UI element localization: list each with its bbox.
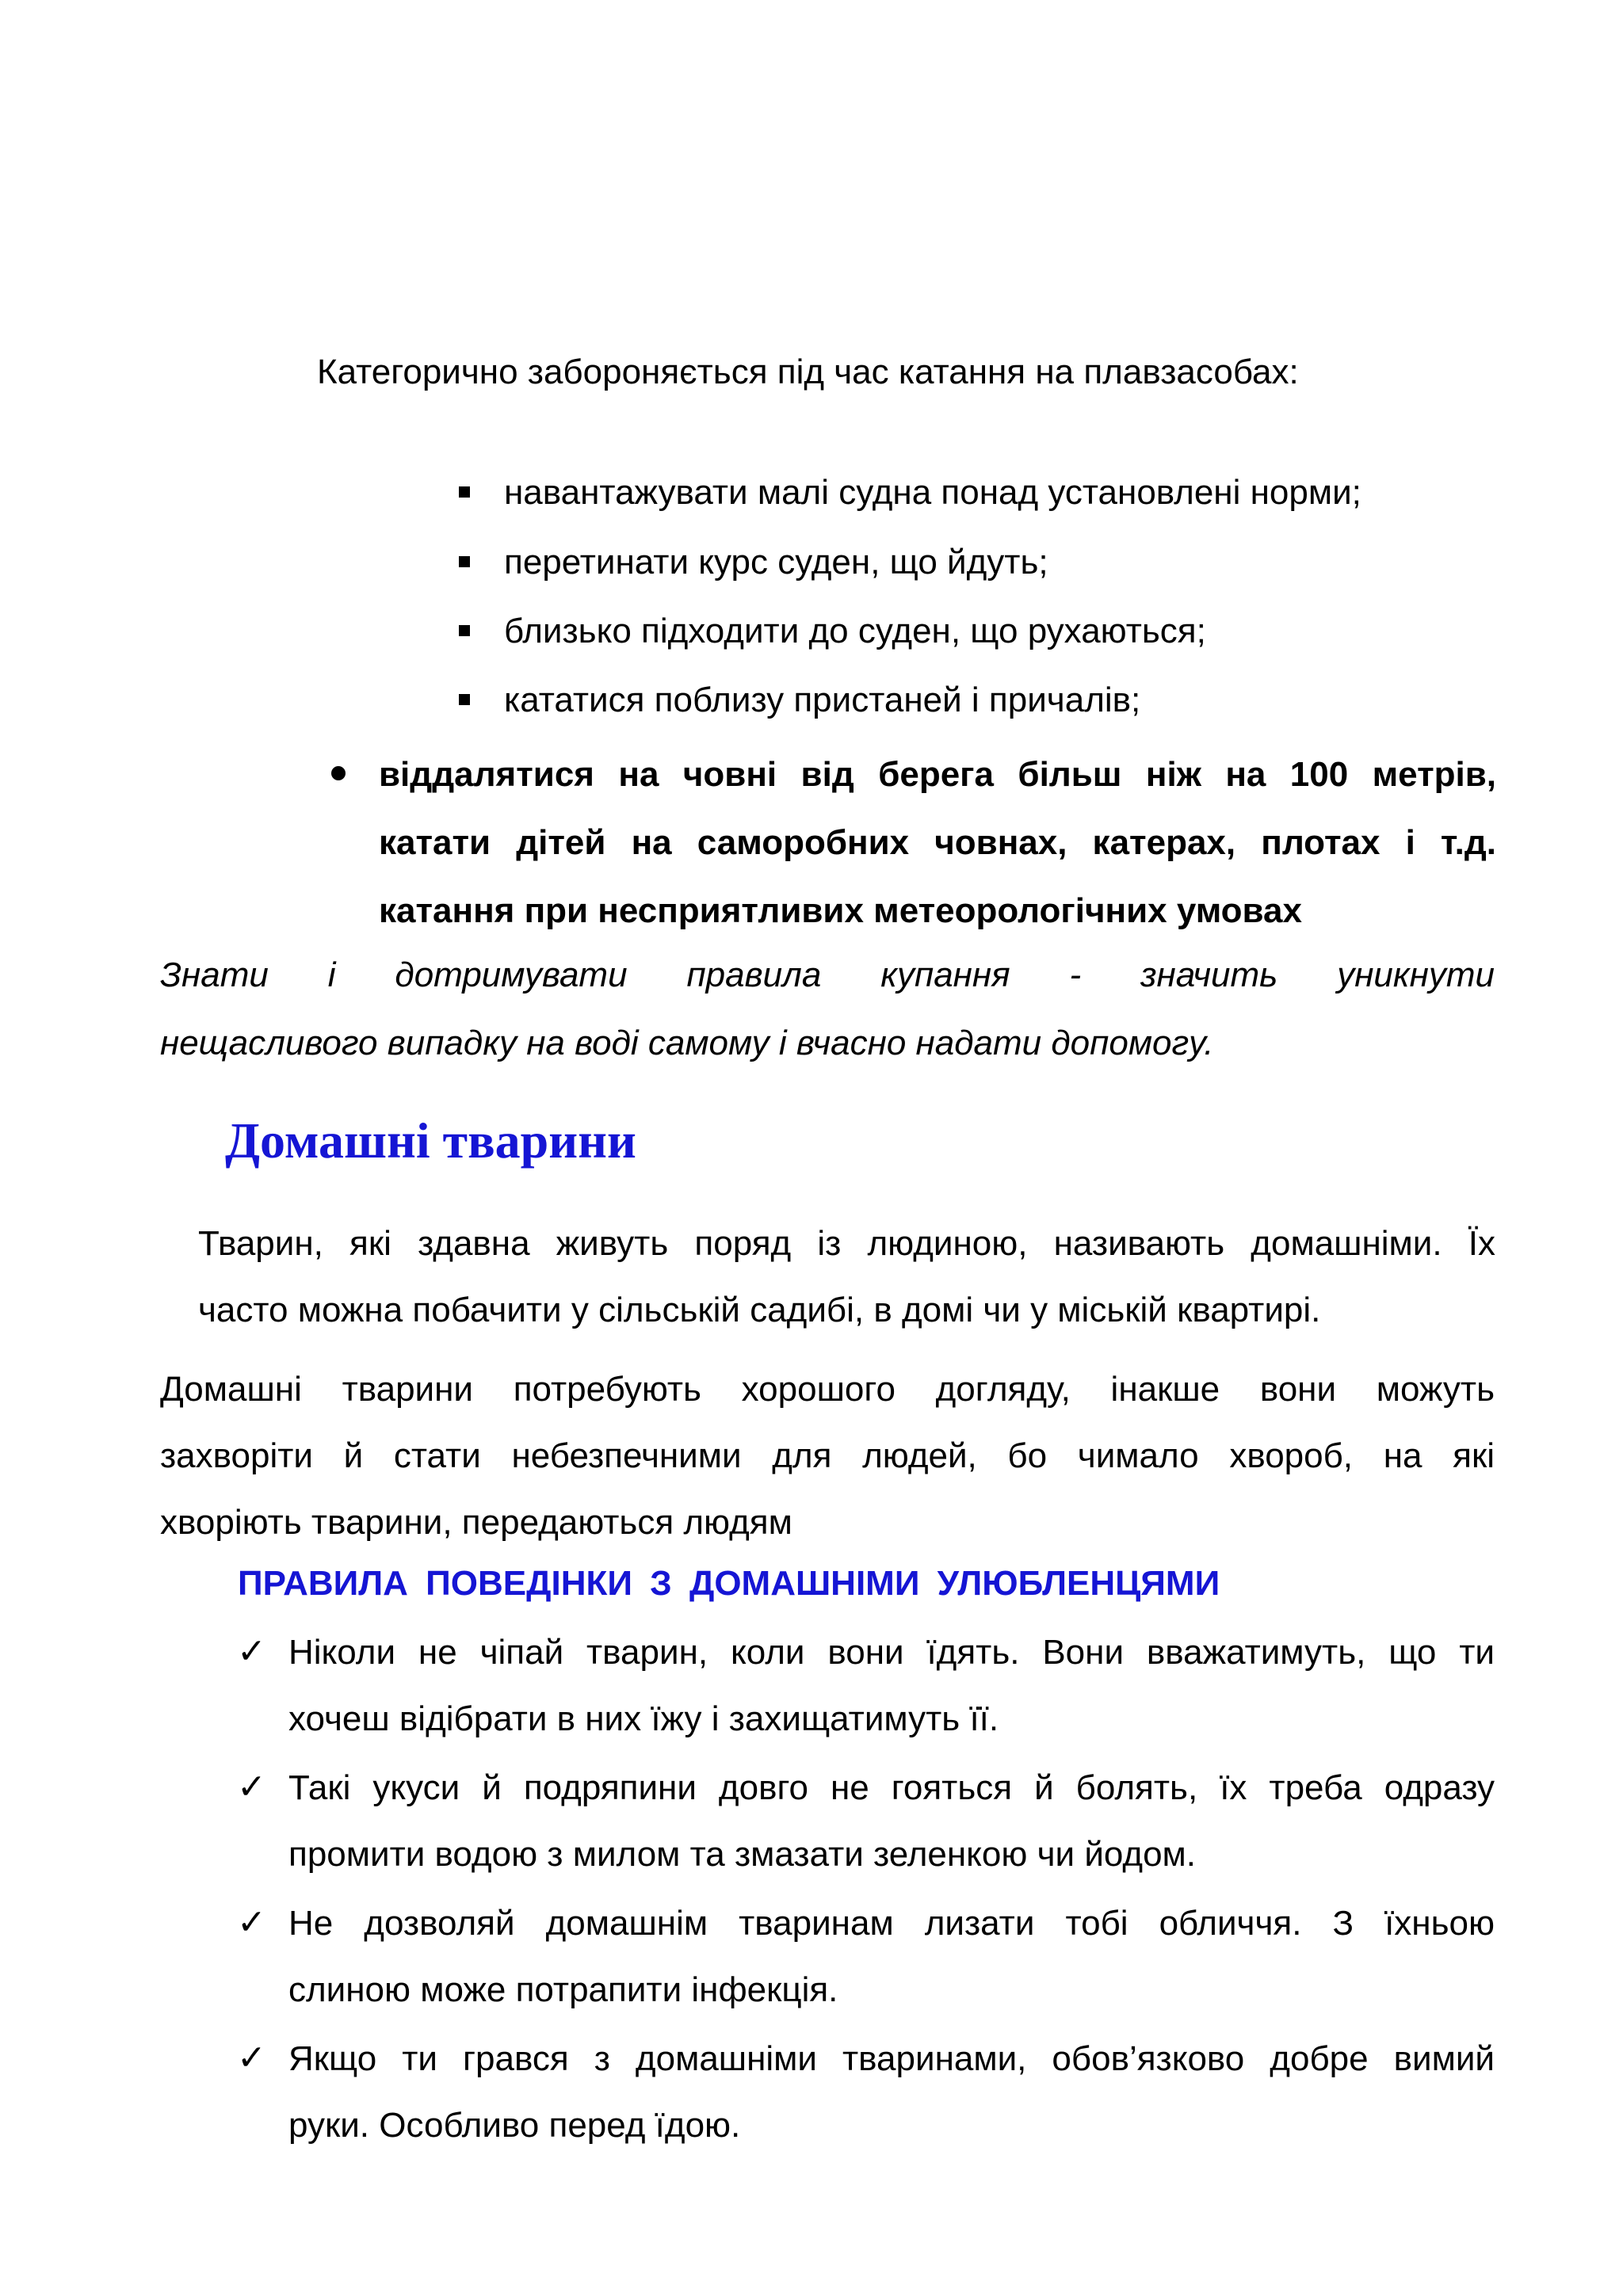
rule-line: промити водою з милом та змазати зеленкою чи йодом. [288, 1835, 1197, 1874]
rule-line: слиною може потрапити інфекція. [288, 1970, 838, 2009]
rule-line: Якщо ти грався з домашніми тваринами, обов’язково добре вимий [288, 2039, 1495, 2078]
bold-item-line: катання при несприятливих метеорологічних умовах [379, 891, 1302, 930]
checkmark-icon: ✓ [237, 1768, 266, 1806]
paragraph-line: часто можна побачити у сільській садибі, в домі чи у міській квартирі. [198, 1291, 1321, 1329]
checkmark-icon: ✓ [237, 1632, 266, 1671]
paragraph-line: захворіти й стати небезпечними для людей, бо чимало хвороб, на які [160, 1436, 1495, 1475]
paragraph-line: Домашні тварини потребують хорошого догляду, інакше вони можуть [160, 1370, 1495, 1409]
paragraph-line: Тварин, які здавна живуть поряд із людиною, називають домашніми. Їх [198, 1224, 1495, 1263]
list-item-text: навантажувати малі судна понад установлені норми; [504, 473, 1361, 512]
square-bullet-icon [459, 625, 470, 636]
square-bullet-icon [459, 694, 470, 705]
paragraph-line: хворіють тварини, передаються людям [160, 1503, 792, 1542]
checkmark-icon: ✓ [237, 1903, 266, 1942]
square-bullet-icon [459, 556, 470, 567]
rule-line: Ніколи не чіпай тварин, коли вони їдять. Вони вважатимуть, що ти [288, 1633, 1495, 1672]
rules-title: ПРАВИЛА ПОВЕДІНКИ З ДОМАШНІМИ УЛЮБЛЕНЦЯМИ [238, 1564, 1220, 1603]
bold-item-line: катати дітей на саморобних човнах, катерах, плотах і т.д. [379, 823, 1496, 862]
rule-line: Не дозволяй домашнім тваринам лизати тобі обличчя. З їхньою [288, 1904, 1495, 1943]
section-title: Домашні тварини [225, 1112, 636, 1169]
rule-line: руки. Особливо перед їдою. [288, 2106, 741, 2145]
bold-item-line: віддалятися на човні від берега більш ніж на 100 метрів, [379, 755, 1496, 794]
rule-line: Такі укуси й подряпини довго не гояться й болять, їх треба одразу [288, 1768, 1495, 1807]
checkmark-icon: ✓ [237, 2039, 266, 2077]
rule-line: хочеш відібрати в них їжу і захищатимуть її. [288, 1699, 999, 1738]
list-item-text: перетинати курс суден, що йдуть; [504, 543, 1048, 582]
italic-note-line: нещасливого випадку на воді самому і вчасно надати допомогу. [160, 1024, 1214, 1062]
list-item-text: кататися поблизу пристаней і причалів; [504, 681, 1141, 719]
intro-text: Категорично забороняється під час катання на плавзасобах: [317, 353, 1299, 391]
square-bullet-icon [459, 486, 470, 498]
round-bullet-icon [331, 766, 346, 780]
list-item-text: близько підходити до суден, що рухаються; [504, 612, 1206, 650]
italic-note-line: Знати і дотримувати правила купання - значить уникнути [160, 955, 1495, 994]
